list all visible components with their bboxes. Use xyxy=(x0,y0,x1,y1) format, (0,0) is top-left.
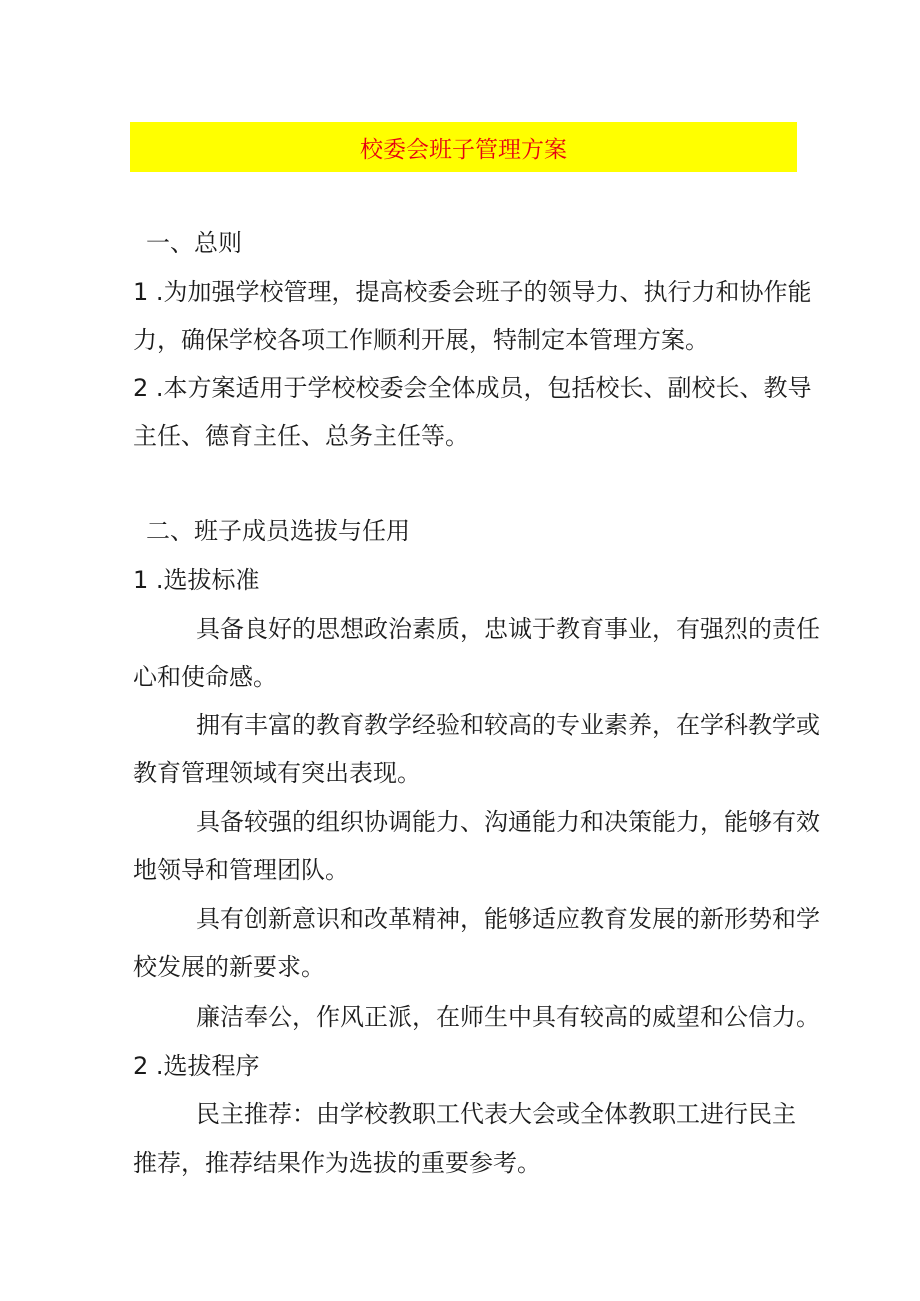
paragraph-line: 拥有丰富的教育教学经验和较高的专业素养，在学科教学或 xyxy=(196,711,820,739)
paragraph-line: 力，确保学校各项工作顺利开展，特制定本管理方案。 xyxy=(133,326,709,354)
paragraph-line: 主任、德育主任、总务主任等。 xyxy=(133,422,469,450)
paragraph-line: 地领导和管理团队。 xyxy=(133,856,349,884)
paragraph-line: 具备良好的思想政治素质，忠诚于教育事业，有强烈的责任 xyxy=(196,615,820,643)
section-heading-selection: 二、班子成员选拔与任用 xyxy=(146,517,410,545)
paragraph-line: 2 .本方案适用于学校校委会全体成员，包括校长、副校长、教导 xyxy=(133,374,812,402)
paragraph-line: 心和使命感。 xyxy=(133,663,277,691)
paragraph-line: 具有创新意识和改革精神，能够适应教育发展的新形势和学 xyxy=(196,905,820,933)
title-banner xyxy=(130,122,797,172)
paragraph-line: 1 .为加强学校管理，提高校委会班子的领导力、执行力和协作能 xyxy=(133,278,812,306)
subheading-procedure: 2 .选拔程序 xyxy=(133,1052,260,1080)
paragraph-line: 廉洁奉公，作风正派，在师生中具有较高的威望和公信力。 xyxy=(196,1003,820,1031)
paragraph-line: 校发展的新要求。 xyxy=(133,953,325,981)
paragraph-line: 推荐，推荐结果作为选拔的重要参考。 xyxy=(133,1149,541,1177)
paragraph-line: 教育管理领域有突出表现。 xyxy=(133,759,421,787)
paragraph-line: 具备较强的组织协调能力、沟通能力和决策能力，能够有效 xyxy=(196,808,820,836)
section-heading-general: 一、总则 xyxy=(146,229,242,257)
paragraph-line: 民主推荐：由学校教职工代表大会或全体教职工进行民主 xyxy=(196,1100,796,1128)
subheading-criteria: 1 .选拔标准 xyxy=(133,566,260,594)
document-title: 校委会班子管理方案 xyxy=(360,136,567,163)
